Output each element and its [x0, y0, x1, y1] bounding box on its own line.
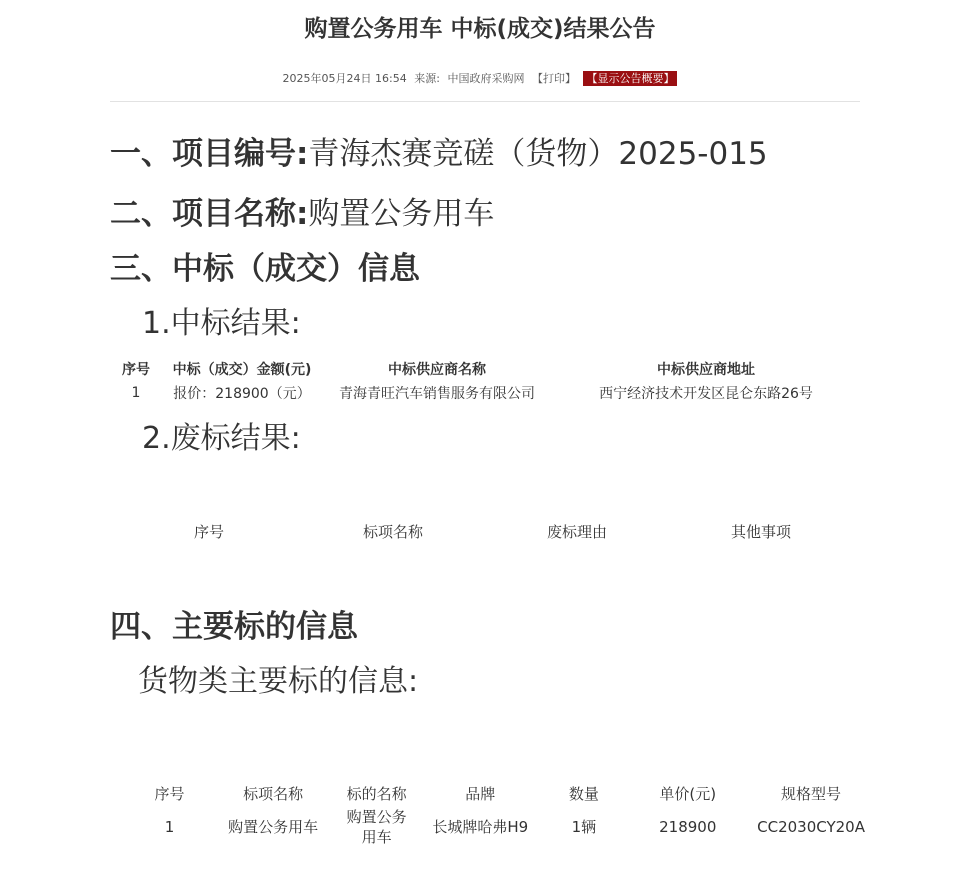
column-header: 序号 [122, 362, 150, 378]
table-header-row [117, 518, 853, 544]
project-name-value: 购置公务用车 [308, 196, 495, 232]
table-cell: 1 [164, 818, 175, 836]
project-number-label: 一、项目编号: [110, 136, 309, 172]
table-cell: 长城牌哈弗H9 [432, 818, 529, 836]
announcement-meta [0, 70, 960, 86]
table-cell: 1辆 [571, 818, 597, 836]
column-header: 标的名称 [346, 784, 407, 803]
goods-subject-table [135, 781, 865, 849]
table-header-row [110, 357, 860, 381]
table-cell: 218900 [659, 818, 717, 836]
project-number-heading [110, 128, 768, 173]
column-header: 数量 [568, 784, 599, 803]
column-header: 标项名称 [243, 784, 304, 803]
table-header-row [135, 781, 865, 805]
main-subject-heading: 四、主要标的信息 [110, 609, 358, 645]
award-result-subheading: 1.中标结果: [142, 306, 301, 341]
failed-bid-subheading: 2.废标结果: [142, 421, 301, 456]
source-link[interactable]: 中国政府采购网 [447, 72, 525, 85]
column-header: 序号 [154, 784, 185, 803]
column-header: 中标供应商名称 [388, 362, 486, 378]
project-number-value: 青海杰赛竞磋（货物）2025-015 [308, 136, 768, 172]
table-cell: 1 [131, 385, 141, 401]
table-row [135, 805, 865, 849]
column-header: 序号 [193, 522, 224, 541]
failed-bid-table [117, 518, 853, 544]
publish-datetime: 2025年05月24日 16:54 [282, 72, 407, 85]
table-cell: 西宁经济技术开发区昆仑东路26号 [599, 386, 813, 402]
table-cell: CC2030CY20A [757, 818, 865, 836]
column-header: 规格型号 [781, 784, 842, 803]
column-header: 废标理由 [546, 522, 607, 541]
table-cell: 报价：218900（元） [173, 386, 311, 402]
project-name-label: 二、项目名称: [110, 196, 309, 232]
table-cell: 购置公务用车 [228, 818, 319, 836]
column-header: 中标供应商地址 [657, 362, 755, 378]
goods-subject-subheading: 货物类主要标的信息: [138, 664, 419, 699]
table-row [110, 381, 860, 405]
table-cell: 购置公务用车 [346, 808, 407, 846]
print-link[interactable]: 【打印】 [531, 72, 576, 85]
award-result-table [110, 357, 860, 405]
table-cell: 青海青旺汽车销售服务有限公司 [339, 386, 535, 402]
column-header: 标项名称 [362, 522, 423, 541]
project-name-heading [110, 188, 494, 233]
column-header: 中标（成交）金额(元) [172, 362, 312, 378]
award-info-heading: 三、中标（成交）信息 [110, 251, 420, 287]
page-title: 购置公务用车 中标(成交)结果公告 [304, 16, 656, 42]
column-header: 品牌 [465, 784, 496, 803]
show-summary-button[interactable]: 【显示公告概要】 [583, 71, 677, 86]
column-header: 其他事项 [730, 522, 791, 541]
column-header: 单价(元) [659, 784, 717, 803]
source-label: 来源: [414, 72, 440, 85]
header-divider [110, 101, 860, 102]
